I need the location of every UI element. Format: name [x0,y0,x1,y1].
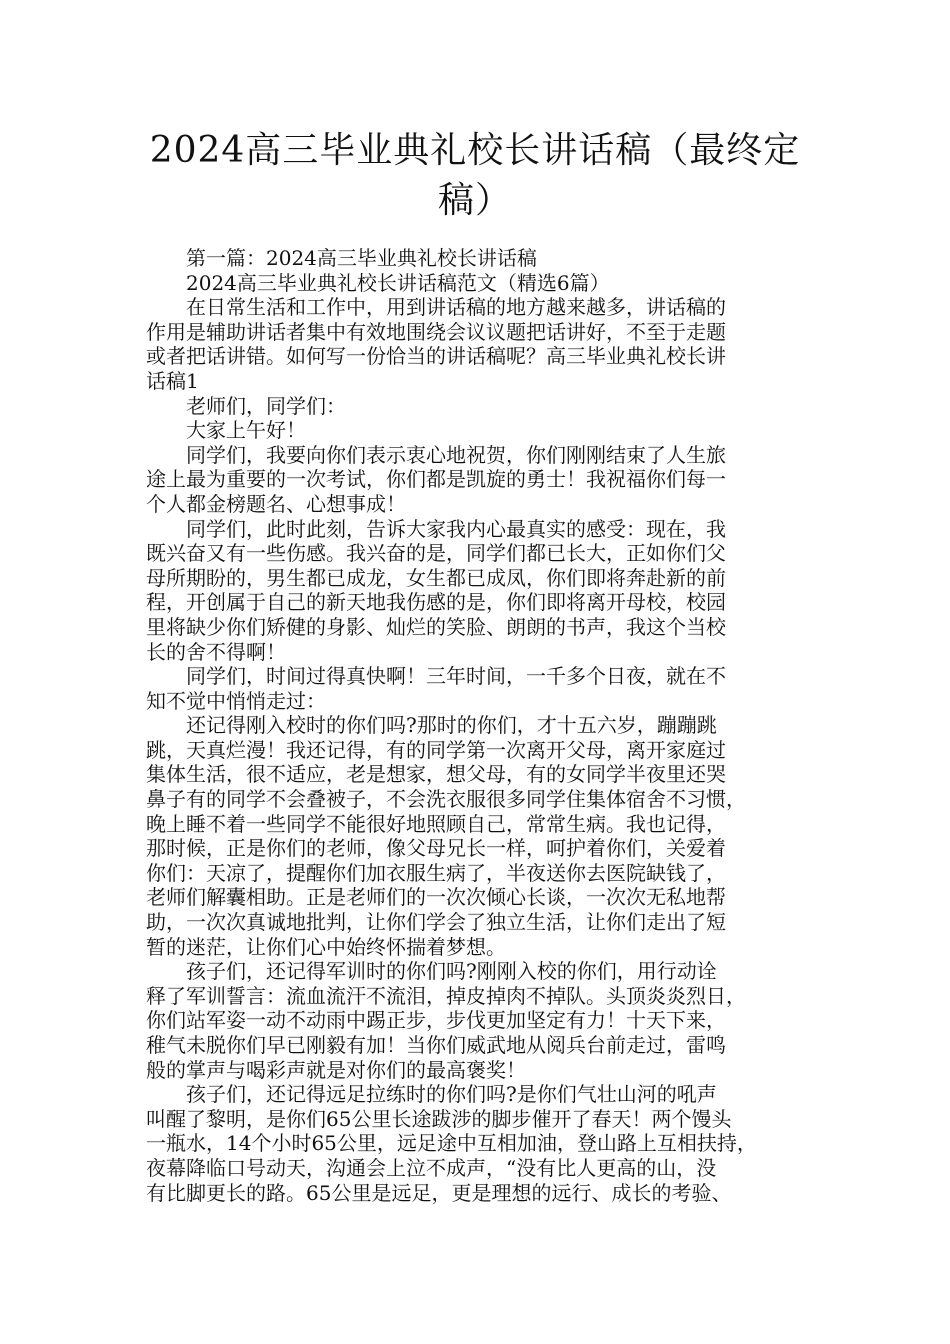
paragraph [146,246,806,271]
text-line: 在日常生活和工作中，用到讲话稿的地方越来越多，讲话稿的 [186,295,726,320]
paragraph [146,713,806,959]
text-line: 话稿1 [146,368,199,393]
text-line: 般的掌声与喝彩声就是对你们的最高褒奖！ [146,1057,526,1082]
text-line: 稚气未脱你们早已刚毅有加！当你们威武地从阅兵台前走过，雷鸣 [146,1033,726,1057]
paragraph [146,295,806,393]
paragraph [146,443,806,517]
text-line: 夜幕降临口号动天，沟通会上泣不成声，“没有比人更高的山，没 [146,1155,717,1180]
text-line: 孩子们，还记得远足拉练时的你们吗?是你们气壮山河的吼声 [186,1082,717,1107]
document-body [146,246,806,1205]
text-line: 叫醒了黎明，是你们65公里长途跋涉的脚步催开了春天！两个馒头 [146,1106,732,1131]
text-line: 2024高三毕业典礼校长讲话稿范文（精选6篇） [186,270,610,295]
paragraph [146,517,806,665]
document-title-line-1: 2024高三毕业典礼校长讲话稿（最终定 [149,130,801,171]
text-line: 跳，天真烂漫！我还记得，有的同学第一次离开父母，离开家庭过 [146,737,726,762]
text-line: 大家上午好！ [186,418,306,443]
text-line: 第一篇：2024高三毕业典礼校长讲话稿 [186,246,537,270]
text-line: 晚上睡不着一些同学不能很好地照顾自己，常常生病。我也记得， [146,811,726,836]
text-line: 老师们解囊相助。正是老师们的一次次倾心长谈，一次次无私地帮 [146,885,726,910]
text-line: 知不觉中悄悄走过： [146,688,326,713]
text-line: 母所期盼的，男生都已成龙，女生都已成凤，你们即将奔赴新的前 [146,565,726,590]
text-line: 作用是辅助讲话者集中有效地围绕会议议题把话讲好，不至于走题 [146,319,726,344]
text-line: 同学们，时间过得真快啊！三年时间，一千多个日夜，就在不 [186,664,726,689]
text-line: 助，一次次真诚地批判，让你们学会了独立生活，让你们走出了短 [146,910,726,935]
text-line: 有比脚更长的路。65公里是远足，更是理想的远行、成长的考验、 [146,1180,732,1205]
paragraph [146,271,806,296]
text-line: 个人都金榜题名、心想事成！ [146,491,406,516]
text-line: 一瓶水，14个小时65公里，远足途中互相加油，登山路上互相扶持， [146,1131,757,1156]
text-line: 老师们，同学们： [186,393,346,418]
paragraph [146,664,806,713]
text-line: 或者把话讲错。如何写一份恰当的讲话稿呢？高三毕业典礼校长讲 [146,344,726,369]
text-line: 途上最为重要的一次考试，你们都是凯旋的勇士！我祝福你们每一 [146,467,726,492]
text-line: 你们站军姿一动不动雨中踢正步，步伐更加坚定有力！十天下来， [146,1008,726,1033]
paragraph [146,959,806,1082]
document-title-line-2: 稿） [437,180,512,221]
paragraph [146,394,806,419]
text-line: 鼻子有的同学不会叠被子，不会洗衣服很多同学住集体宿舍不习惯， [146,787,746,812]
text-line: 里将缺少你们矫健的身影、灿烂的笑脸、朗朗的书声，我这个当校 [146,614,726,639]
text-line: 同学们，我要向你们表示衷心地祝贺，你们刚刚结束了人生旅 [186,442,726,467]
text-line: 程，开创属于自己的新天地我伤感的是，你们即将离开母校，校园 [146,590,726,615]
paragraph [146,1082,806,1205]
text-line: 长的舍不得啊！ [146,639,286,664]
text-line: 那时候，正是你们的老师，像父母兄长一样，呵护着你们，关爱着 [146,836,726,861]
text-line: 同学们，此时此刻，告诉大家我内心最真实的感受：现在，我 [186,516,726,541]
text-line: 释了军训誓言：流血流汗不流泪，掉皮掉肉不掉队。头顶炎炎烈日， [146,983,746,1008]
paragraph [146,418,806,443]
text-line: 既兴奋又有一些伤感。我兴奋的是，同学们都已长大，正如你们父 [146,541,726,566]
text-line: 孩子们，还记得军训时的你们吗?刚刚入校的你们，用行动诠 [186,959,717,984]
text-line: 暂的迷茫，让你们心中始终怀揣着梦想。 [146,934,506,959]
text-line: 还记得刚入校时的你们吗?那时的你们，才十五六岁，蹦蹦跳 [186,713,717,738]
text-line: 集体生活，很不适应，老是想家，想父母，有的女同学半夜里还哭 [146,762,726,787]
text-line: 你们：天凉了，提醒你们加衣服生病了，半夜送你去医院缺钱了， [146,860,726,885]
